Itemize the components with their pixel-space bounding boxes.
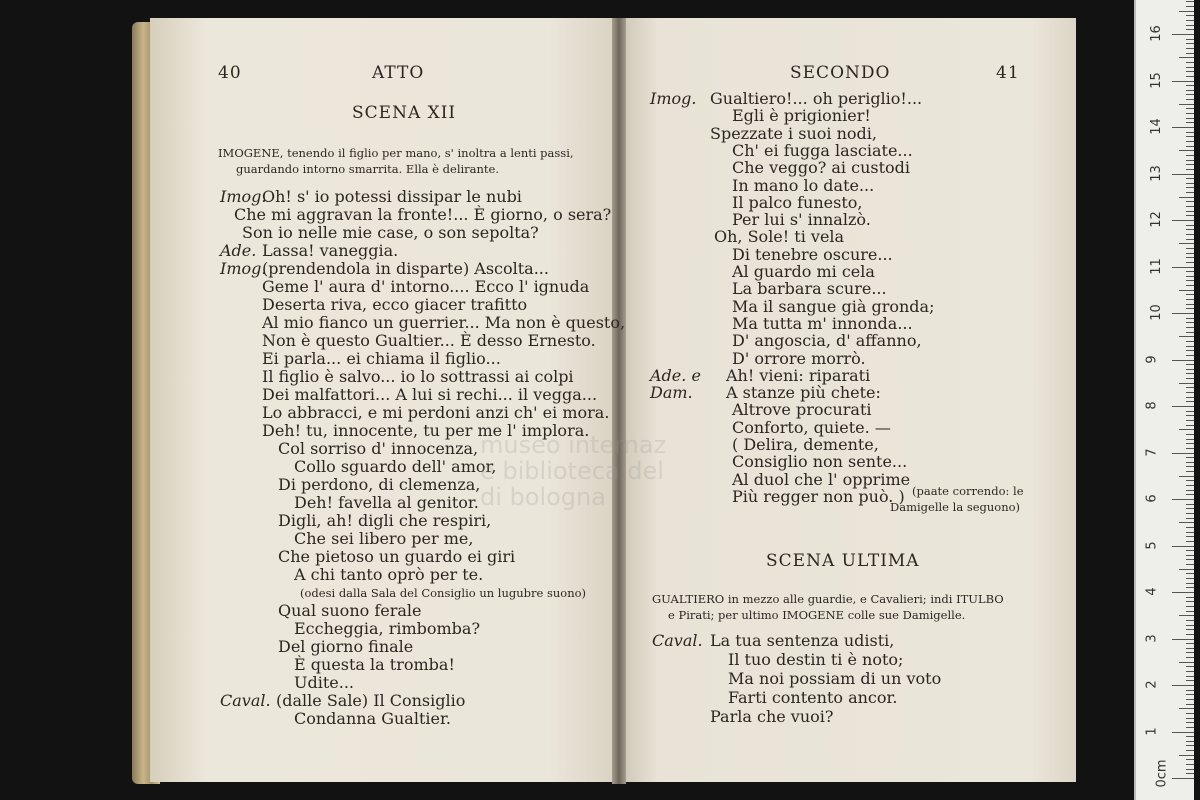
ruler-label: 2: [1144, 680, 1160, 689]
ruler-tick: [1186, 480, 1194, 481]
ruler-tick: [1186, 206, 1194, 207]
ruler-tick: [1179, 383, 1194, 384]
ruler-tick: [1186, 411, 1194, 412]
ruler-tick: [1186, 122, 1194, 123]
left-verse-line: Deh! favella al genitor.: [294, 493, 479, 512]
ruler-tick: [1186, 262, 1194, 263]
left-page-number: 40: [218, 63, 242, 83]
ruler-tick: [1186, 564, 1194, 565]
right-final-verse-line: Parla che vuoi?: [710, 707, 834, 726]
ruler-tick: [1186, 85, 1194, 86]
ruler-tick: [1172, 592, 1194, 593]
ruler-tick: [1186, 183, 1194, 184]
left-verse-line: (prendendola in disparte) Ascolta...: [262, 259, 549, 278]
ruler-tick: [1186, 15, 1194, 16]
right-final-verse-line: La tua sentenza udisti,: [710, 631, 895, 650]
left-stage-direction-2: guardando intorno smarrita. Ella è delirante.: [236, 162, 500, 176]
ruler-tick: [1186, 248, 1194, 249]
library-watermark: [480, 432, 666, 510]
left-verse-line: Dei malfattori... A lui si rechi... il vegga...: [262, 385, 598, 404]
left-stage-direction-1: IMOGENE, tenendo il figlio per mano, s' inoltra a lenti passi,: [218, 146, 574, 160]
ruler-label: 0cm: [1154, 759, 1170, 788]
ruler-tick: [1186, 350, 1194, 351]
ruler-tick: [1186, 769, 1194, 770]
ruler-tick: [1172, 639, 1194, 640]
ruler-tick: [1186, 164, 1194, 165]
left-verse-line: Lo abbracci, e mi perdoni anzi ch' ei mora.: [262, 403, 610, 422]
ruler-tick: [1186, 201, 1194, 202]
ruler-tick: [1186, 420, 1194, 421]
ruler-tick: [1186, 718, 1194, 719]
right-verse-line: Ma il sangue già gronda;: [732, 296, 935, 316]
ruler-tick: [1172, 174, 1194, 175]
left-verse-line: È questa la tromba!: [294, 655, 455, 674]
book-gutter: [612, 18, 626, 784]
ruler-tick: [1172, 81, 1194, 82]
ruler-tick: [1179, 150, 1194, 151]
left-verse-line: Al mio fianco un guerrier... Ma non è questo,: [262, 313, 626, 332]
ruler-tick: [1172, 499, 1194, 500]
right-verse-line: Di tenebre oscure...: [732, 244, 893, 264]
ruler-tick: [1186, 671, 1194, 672]
ruler-label: 3: [1144, 633, 1160, 643]
ruler-tick: [1186, 625, 1194, 626]
ruler-tick: [1186, 341, 1194, 342]
left-verse-line: Geme l' aura d' intorno.... Ecco l' ignuda: [262, 277, 590, 296]
ruler-tick: [1186, 583, 1194, 584]
ruler-tick: [1186, 118, 1194, 119]
ruler-tick: [1186, 90, 1194, 91]
ruler-tick: [1186, 439, 1194, 440]
ruler-tick: [1186, 527, 1194, 528]
ruler-tick: [1179, 336, 1194, 337]
right-verse-line: Il palco funesto,: [732, 192, 863, 212]
ruler-tick: [1186, 29, 1194, 30]
left-speaker-name: Imog.: [220, 259, 267, 278]
ruler-tick: [1179, 290, 1194, 291]
right-verse-line: Gualtiero!... oh periglio!...: [710, 89, 923, 108]
ruler-tick: [1179, 11, 1194, 12]
left-verse-line: Qual suono ferale: [278, 601, 422, 620]
right-verse-line: Ma tutta m' innonda...: [732, 313, 913, 333]
ruler-tick: [1186, 629, 1194, 630]
left-verse-line: Non è questo Gualtier... È desso Ernesto.: [262, 331, 596, 350]
ruler-tick: [1172, 127, 1194, 128]
ruler-label: 15: [1148, 71, 1164, 89]
ruler-tick: [1179, 522, 1194, 523]
ruler-tick: [1186, 694, 1194, 695]
right-verse-line: Che veggo? ai custodi: [732, 158, 911, 178]
left-verse-line: Deh! tu, innocente, tu per me l' implora.: [262, 421, 590, 440]
ruler-tick: [1186, 759, 1194, 760]
right-page-header: SECONDO: [790, 63, 891, 83]
ruler-label: 14: [1148, 118, 1164, 135]
ruler-tick: [1186, 108, 1194, 109]
ruler-label: 9: [1144, 354, 1160, 364]
ruler-tick: [1186, 648, 1194, 649]
ruler-tick: [1186, 280, 1194, 281]
ruler-tick: [1186, 587, 1194, 588]
right-verse-line: A stanze più chete:: [726, 383, 881, 403]
ruler-tick: [1186, 304, 1194, 305]
left-speaker-name: Ade.: [220, 241, 257, 260]
ruler-tick: [1186, 276, 1194, 277]
ruler-tick: [1172, 267, 1194, 268]
ruler-tick: [1186, 187, 1194, 188]
ruler-tick: [1186, 425, 1194, 426]
ruler-tick: [1179, 243, 1194, 244]
ruler-tick: [1172, 453, 1194, 454]
ruler-tick: [1186, 71, 1194, 72]
ruler-tick: [1186, 541, 1194, 542]
ruler-tick: [1186, 597, 1194, 598]
right-verse-line: Ch' ei fugga lasciate...: [732, 140, 913, 160]
ruler-tick: [1186, 99, 1194, 100]
right-final-verse-line: Ma noi possiam di un voto: [728, 669, 942, 688]
ruler-label: 1: [1144, 726, 1160, 736]
right-verse-line: Egli è prigionier!: [732, 106, 871, 126]
ruler-tick: [1186, 294, 1194, 295]
right-verse-line: Ah! vieni: riparati: [726, 365, 871, 385]
ruler-tick: [1186, 397, 1194, 398]
watermark-line: e biblioteca del: [480, 457, 664, 485]
left-verse-line: Che pietoso un guardo ei giri: [278, 547, 516, 566]
ruler-tick: [1186, 657, 1194, 658]
ruler-tick: [1186, 652, 1194, 653]
ruler-tick: [1186, 364, 1194, 365]
ruler-label: 5: [1144, 540, 1160, 550]
ruler-tick: [1186, 676, 1194, 677]
ruler-tick: [1186, 550, 1194, 551]
right-verse-line: Al guardo mi cela: [732, 262, 875, 281]
ruler-tick: [1186, 764, 1194, 765]
ruler-tick: [1179, 569, 1194, 570]
ruler-tick: [1186, 253, 1194, 254]
ruler-tick: [1186, 434, 1194, 435]
ruler-tick: [1186, 20, 1194, 21]
ruler-tick: [1172, 313, 1194, 314]
ruler-tick: [1186, 713, 1194, 714]
ruler-tick: [1186, 536, 1194, 537]
right-verse-line: Al duol che l' opprime: [732, 469, 911, 489]
ruler-tick: [1186, 271, 1194, 272]
ruler-tick: [1186, 518, 1194, 519]
ruler-tick: [1186, 25, 1194, 26]
left-verse-line: Di perdono, di clemenza,: [278, 475, 481, 494]
ruler-tick: [1186, 215, 1194, 216]
ruler-tick: [1186, 178, 1194, 179]
ruler-tick: [1186, 239, 1194, 240]
ruler-label: 16: [1148, 25, 1164, 42]
left-verse-line: Oh! s' io potessi dissipar le nubi: [262, 187, 522, 206]
ruler-tick: [1172, 732, 1194, 733]
right-verse-line: Conforto, quiete. —: [732, 417, 891, 437]
ruler-tick: [1186, 727, 1194, 728]
ruler-tick: [1186, 299, 1194, 300]
ruler-tick: [1186, 634, 1194, 635]
ruler-tick: [1179, 104, 1194, 105]
right-final-verse-line: Farti contento ancor.: [728, 688, 898, 707]
ruler-tick: [1186, 67, 1194, 68]
right-verse-line: Altrove procurati: [732, 400, 872, 420]
ruler-tick: [1186, 773, 1194, 774]
ruler-tick: [1186, 741, 1194, 742]
left-verse-line: Ei parla... ei chiama il figlio...: [262, 349, 501, 368]
left-scene-title: SCENA XII: [352, 103, 457, 123]
ruler-tick: [1186, 369, 1194, 370]
ruler-tick: [1186, 462, 1194, 463]
ruler-tick: [1172, 360, 1194, 361]
right-verse-line: Per lui s' innalzò.: [732, 210, 871, 230]
ruler-tick: [1186, 485, 1194, 486]
ruler-tick: [1186, 318, 1194, 319]
ruler-tick: [1179, 755, 1194, 756]
ruler-tick: [1186, 169, 1194, 170]
ruler-tick: [1179, 57, 1194, 58]
right-side-direction-2: Damigelle la seguono): [890, 500, 1021, 514]
ruler-tick: [1186, 704, 1194, 705]
ruler-tick: [1186, 620, 1194, 621]
ruler-tick: [1172, 685, 1194, 686]
ruler-tick: [1186, 401, 1194, 402]
ruler-tick: [1186, 160, 1194, 161]
ruler-tick: [1186, 457, 1194, 458]
right-verse-line: D' angoscia, d' affanno,: [732, 331, 922, 351]
ruler-tick: [1172, 546, 1194, 547]
ruler-tick: [1172, 778, 1194, 779]
ruler-tick: [1186, 6, 1194, 7]
ruler-tick: [1186, 229, 1194, 230]
ruler-label: 12: [1148, 211, 1164, 228]
ruler-tick: [1186, 611, 1194, 612]
ruler-tick: [1186, 141, 1194, 142]
ruler-tick: [1186, 378, 1194, 379]
ruler-tick: [1172, 406, 1194, 407]
left-verse-line: Lassa! vaneggia.: [262, 241, 399, 260]
ruler-tick: [1186, 308, 1194, 309]
ruler-tick: [1186, 448, 1194, 449]
ruler-tick: [1186, 690, 1194, 691]
ruler-label: 8: [1144, 401, 1160, 410]
ruler-tick: [1186, 601, 1194, 602]
ruler-tick: [1186, 736, 1194, 737]
ruler-tick: [1186, 355, 1194, 356]
ruler-tick: [1186, 192, 1194, 193]
right-page-number: 41: [996, 63, 1020, 83]
left-verse-line: (odesi dalla Sala del Consiglio un lugubre suono): [300, 586, 587, 600]
left-speaker-name: Caval.: [220, 691, 271, 710]
ruler-tick: [1186, 606, 1194, 607]
ruler-tick: [1186, 504, 1194, 505]
ruler-tick: [1179, 615, 1194, 616]
ruler-tick: [1186, 722, 1194, 723]
right-verse-line: Spezzate i suoi nodi,: [710, 123, 877, 143]
ruler-label: 6: [1144, 494, 1160, 503]
ruler-tick: [1186, 750, 1194, 751]
right-stage-direction-1: GUALTIERO in mezzo alle guardie, e Cavalieri; indi ITULBO: [652, 592, 1004, 606]
ruler-tick: [1186, 513, 1194, 514]
ruler-tick: [1186, 285, 1194, 286]
measuring-ruler: [1134, 0, 1194, 800]
ruler-tick: [1186, 555, 1194, 556]
ruler-tick: [1186, 471, 1194, 472]
ruler-tick: [1186, 322, 1194, 323]
left-speaker-name: Imog.: [220, 187, 267, 206]
ruler-tick: [1186, 332, 1194, 333]
right-stage-direction-2: e Pirati; per ultimo IMOGENE colle sue Damigelle.: [668, 608, 966, 622]
right-verse-line: D' orrore morrò.: [732, 348, 866, 368]
ruler-tick: [1186, 43, 1194, 44]
ruler-tick: [1186, 39, 1194, 40]
left-verse-line: Del giorno finale: [278, 637, 414, 656]
left-verse-line: Che sei libero per me,: [294, 529, 474, 548]
left-verse-line: Eccheggia, rimbomba?: [294, 619, 481, 638]
ruler-tick: [1186, 680, 1194, 681]
ruler-tick: [1179, 476, 1194, 477]
ruler-label: 13: [1148, 164, 1164, 182]
left-verse-line: (dalle Sale) Il Consiglio: [276, 691, 466, 710]
ruler-label: 7: [1144, 447, 1160, 457]
ruler-tick: [1179, 662, 1194, 663]
ruler-tick: [1172, 34, 1194, 35]
right-speaker-name: Dam.: [650, 383, 693, 403]
right-verse-line: ( Delira, demente,: [732, 435, 879, 454]
left-verse-line: Digli, ah! digli che respiri,: [278, 511, 492, 530]
ruler-tick: [1186, 466, 1194, 467]
ruler-tick: [1186, 373, 1194, 374]
ruler-tick: [1186, 327, 1194, 328]
left-verse-line: Udite...: [294, 673, 354, 692]
ruler-tick: [1186, 225, 1194, 226]
ruler-tick: [1186, 559, 1194, 560]
ruler-tick: [1186, 745, 1194, 746]
ruler-tick: [1186, 494, 1194, 495]
right-final-verse-line: Il tuo destin ti è noto;: [728, 650, 904, 669]
ruler-tick: [1186, 415, 1194, 416]
ruler-tick: [1186, 443, 1194, 444]
left-verse-line: Deserta riva, ecco giacer trafitto: [262, 295, 528, 314]
ruler-label: 11: [1148, 257, 1164, 275]
watermark-line: di bologna: [480, 483, 606, 511]
left-verse-line: Son io nelle mie case, o son sepolta?: [242, 223, 539, 242]
right-verse-line: Consiglio non sente...: [732, 452, 908, 472]
ruler-tick: [1186, 666, 1194, 667]
ruler-tick: [1186, 578, 1194, 579]
right-side-direction-1: (paate correndo: le: [912, 484, 1024, 498]
left-verse-line: Collo sguardo dell' amor,: [294, 457, 497, 476]
ruler-tick: [1186, 53, 1194, 54]
ruler-tick: [1186, 62, 1194, 63]
ruler-tick: [1186, 113, 1194, 114]
right-scene-title: SCENA ULTIMA: [766, 551, 920, 571]
right-verse-line: Oh, Sole! ti vela: [714, 227, 845, 247]
right-verse-line: Più regger non può. ): [732, 486, 905, 506]
ruler-tick: [1186, 132, 1194, 133]
ruler-tick: [1186, 346, 1194, 347]
ruler-tick: [1186, 387, 1194, 388]
ruler-tick: [1186, 146, 1194, 147]
right-speaker-name: Imog.: [650, 89, 697, 108]
left-page-header: ATTO: [372, 63, 425, 83]
ruler-tick: [1186, 48, 1194, 49]
left-verse-line: Che mi aggravan la fronte!... È giorno, o sera?: [234, 205, 612, 224]
ruler-tick: [1186, 155, 1194, 156]
ruler-tick: [1186, 392, 1194, 393]
ruler-tick: [1186, 532, 1194, 533]
left-verse-line: A chi tanto oprò per te.: [294, 565, 484, 584]
ruler-tick: [1186, 573, 1194, 574]
ruler-tick: [1172, 220, 1194, 221]
ruler-tick: [1186, 1, 1194, 2]
ruler-tick: [1186, 234, 1194, 235]
ruler-tick: [1186, 699, 1194, 700]
ruler-label: 10: [1148, 304, 1164, 321]
ruler-tick: [1186, 94, 1194, 95]
right-speaker-name: Ade. e: [650, 365, 701, 385]
right-verse-line: In mano lo date...: [732, 175, 875, 195]
ruler-tick: [1186, 136, 1194, 137]
ruler-tick: [1186, 76, 1194, 77]
ruler-label: 4: [1144, 587, 1160, 596]
ruler-tick: [1186, 508, 1194, 509]
ruler-tick: [1186, 211, 1194, 212]
ruler-tick: [1179, 708, 1194, 709]
watermark-line: museo internaz: [480, 431, 667, 459]
left-verse-line: Condanna Gualtier.: [294, 709, 451, 728]
ruler-tick: [1186, 643, 1194, 644]
ruler-tick: [1179, 197, 1194, 198]
right-verse-line: La barbara scure...: [732, 279, 887, 299]
left-verse-line: Il figlio è salvo... io lo sottrassi ai colpi: [262, 367, 574, 386]
ruler-tick: [1186, 490, 1194, 491]
ruler-tick: [1186, 257, 1194, 258]
ruler-tick: [1179, 429, 1194, 430]
right-speaker-name: Caval.: [652, 631, 703, 650]
left-verse-line: Col sorriso d' innocenza,: [278, 439, 479, 458]
